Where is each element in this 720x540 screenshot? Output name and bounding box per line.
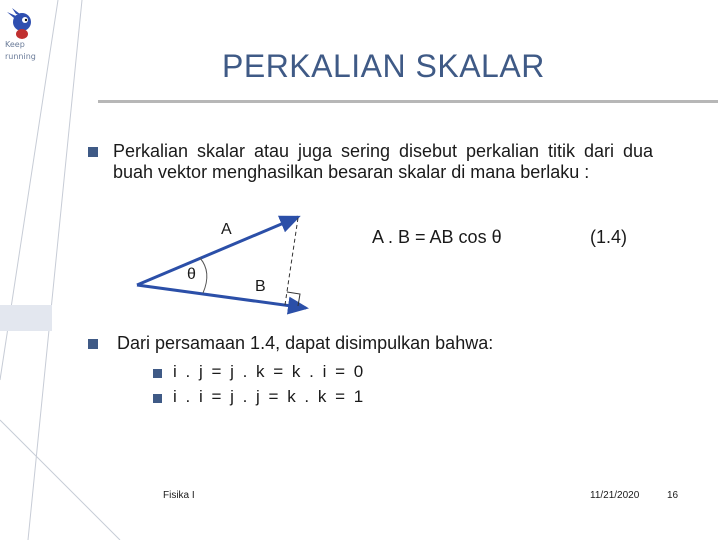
equation-number: (1.4) <box>590 227 628 247</box>
footer-page-number: 16 <box>667 490 679 501</box>
logo-text-line1: Keep <box>5 40 25 49</box>
footer-date: 11/21/2020 <box>590 490 640 501</box>
angle-arc <box>200 258 207 293</box>
definition-rest-2: di mana berlaku : <box>446 162 590 182</box>
page-title: PERKALIAN SKALAR <box>222 48 545 84</box>
vector-a-label: A <box>221 221 232 238</box>
theta-label: θ <box>187 266 196 283</box>
right-angle-mark <box>287 292 300 306</box>
sub-bullet-icon <box>153 394 162 403</box>
footer-course: Fisika I <box>163 490 195 501</box>
conclusion-text: Dari persamaan 1.4, dapat disimpulkan bahwa: <box>117 333 494 353</box>
sub-bullet-1: i . j = j . k = k . i = 0 <box>173 362 366 381</box>
sub-bullet-icon <box>153 369 162 378</box>
vector-b-label: B <box>255 278 266 295</box>
definition-emph: skalar <box>398 162 447 182</box>
definition-lead: Perkalian skalar <box>113 141 246 161</box>
vector-a <box>137 217 298 285</box>
projection-line <box>285 218 298 305</box>
dot-product-formula: A . B = AB cos θ <box>372 227 502 247</box>
definition-rest-1: atau juga sering disebut perkalian titik dari dua buah vektor menghasilkan besaran <box>113 141 654 182</box>
sub-bullet-2: i . i = j . j = k . k = 1 <box>173 387 366 406</box>
logo-text-line2: running <box>5 52 36 61</box>
vector-b <box>137 285 306 308</box>
bullet-icon <box>88 339 98 349</box>
